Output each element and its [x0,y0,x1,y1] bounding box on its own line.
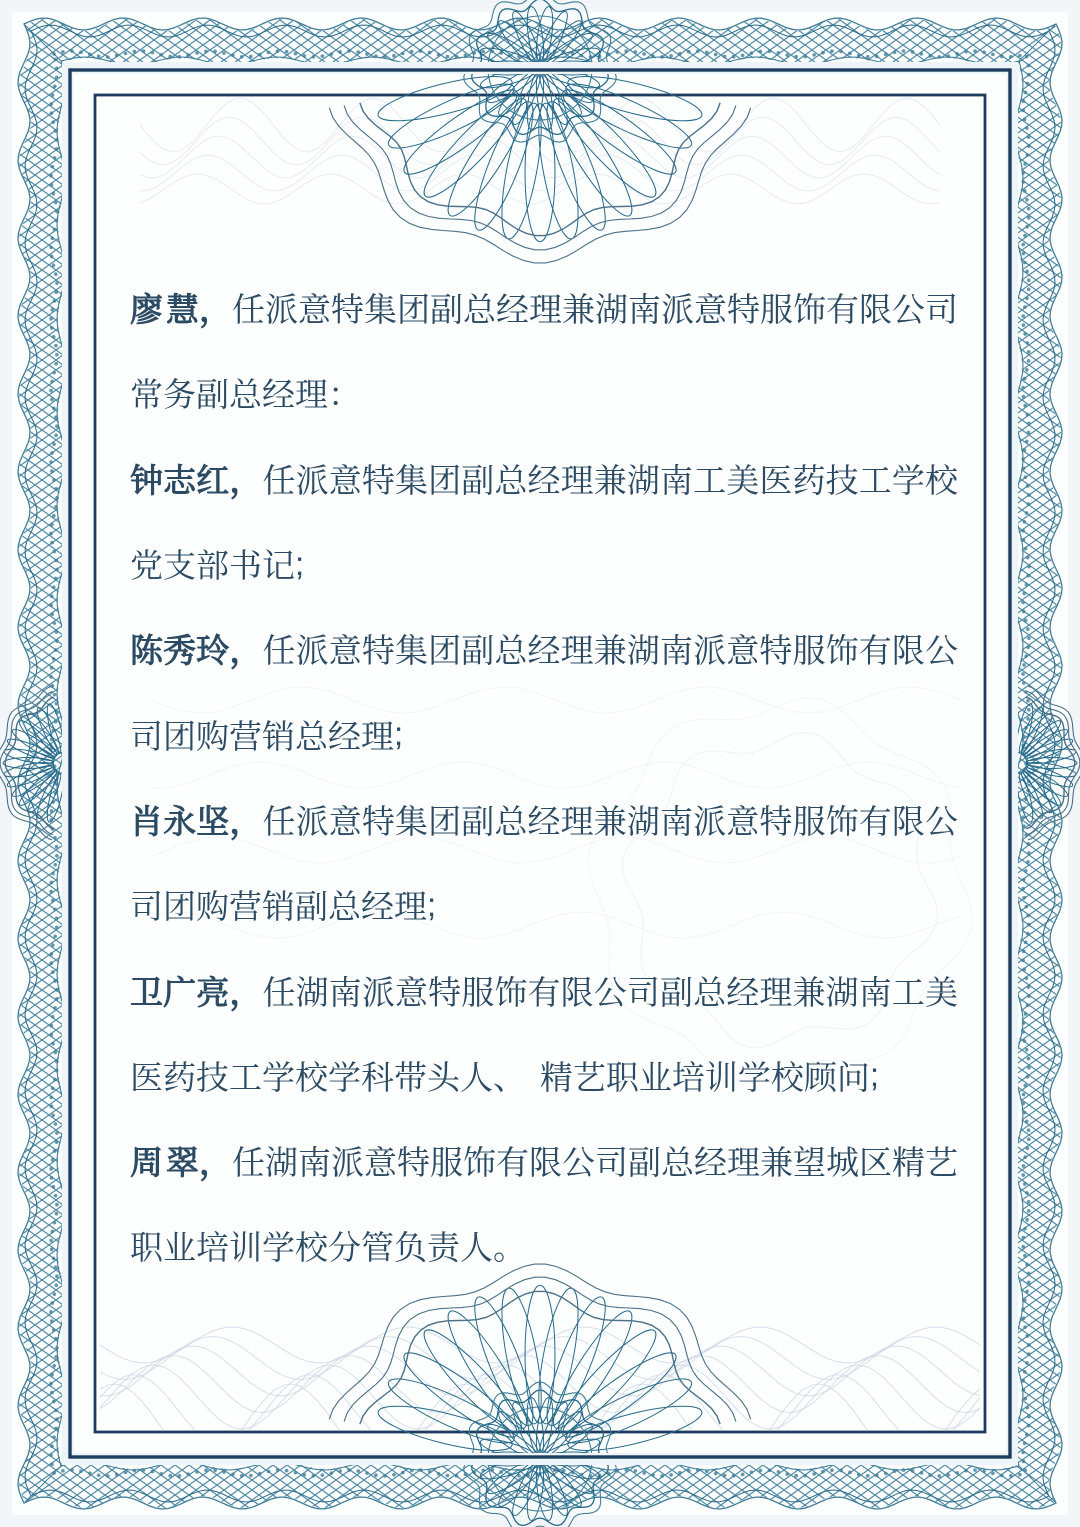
person-name-char: 卫 [130,973,163,1011]
body-char: ; [427,885,437,923]
body-char: 艺 [925,1144,958,1182]
body-char: 理 [529,291,562,329]
body-char: 副 [430,291,463,329]
body-char: 湖 [626,802,660,840]
body-char: 技 [196,1058,229,1096]
body-char: 支 [163,547,196,585]
body-char: ： [328,376,361,414]
person-name-char: ， [229,973,263,1011]
body-char: 限 [891,632,925,670]
text-line-12 [130,1203,958,1288]
body-char: 医 [130,1058,163,1096]
body-char: 集 [395,461,428,499]
body-char: 校 [295,1229,328,1267]
body-char: 学 [262,1058,295,1096]
person-name-char: ， [199,291,232,329]
body-char: 意 [694,291,727,329]
text-line-10 [130,1033,958,1118]
body-char: 经 [496,291,529,329]
body-char: 副 [461,802,495,840]
body-char: 副 [461,461,495,499]
body-char: 美 [925,973,958,1011]
person-name-char: ， [229,461,263,499]
person-name-char: 玲 [196,632,230,670]
body-char: 南 [660,802,693,840]
body-char: 任 [262,461,296,499]
body-char: 购 [196,717,229,755]
body-char: 有 [826,291,859,329]
body-char: 工 [891,973,925,1011]
body-char: 限 [529,1144,562,1182]
body-char: 有 [527,973,561,1011]
body-char: 校 [925,461,958,499]
body-char: 服 [792,802,826,840]
body-char: 学 [262,1229,295,1267]
body-char: 经 [328,717,361,755]
person-name-char: 永 [163,802,197,840]
body-char: 理 [295,376,328,414]
body-char: 湖 [595,291,628,329]
body-char: 学 [891,461,925,499]
body-char: 特 [397,1144,430,1182]
body-char: 南 [660,461,693,499]
body-char: 派 [295,802,329,840]
body-char: 望 [793,1144,826,1182]
body-char: 管 [361,1229,394,1267]
body-char: 经 [527,802,561,840]
body-char: 营 [229,888,262,926]
person-name-char: 志 [163,461,197,499]
body-char: 限 [891,802,925,840]
body-char: 任 [262,973,296,1011]
body-char: 集 [395,632,428,670]
body-char: 副 [628,1144,661,1182]
body-char: 校 [770,1058,804,1096]
body-char: 意 [395,973,428,1011]
person-name-char: 陈 [130,632,163,670]
body-char: 总 [494,461,528,499]
body-char: 团 [163,888,196,926]
body-char: 服 [792,632,826,670]
body-char: 培 [196,1229,229,1267]
text-line-1 [130,265,958,350]
body-char: 。 [493,1229,526,1267]
body-char: 理 [759,973,793,1011]
body-char: 派 [331,1144,364,1182]
body-char: 经 [726,973,760,1011]
body-char: 常 [130,376,163,414]
body-char: 湖 [626,461,660,499]
person-name-char: 红 [196,461,230,499]
body-char: 负 [394,1229,427,1267]
body-char: 意 [726,632,760,670]
body-char: 司 [626,973,660,1011]
body-char: 南 [858,973,892,1011]
text-line-6 [130,691,958,776]
text-line-8 [130,862,958,947]
body-char: 医 [759,461,793,499]
text-line-2 [130,350,958,435]
body-char: 学 [737,1058,771,1096]
person-name-char: 坚 [196,802,230,840]
body-char: 任 [262,802,296,840]
body-char: 总 [229,376,262,414]
body-char: 司 [595,1144,628,1182]
body-char: 服 [461,973,495,1011]
body-char: 服 [430,1144,463,1182]
body-char: 饰 [825,632,859,670]
body-char: 派 [265,291,298,329]
body-char: 司 [925,291,958,329]
body-char: 公 [593,973,627,1011]
body-char: 饰 [494,973,528,1011]
body-char: 派 [295,461,329,499]
body-char: 饰 [793,291,826,329]
text-line-5 [130,606,958,691]
body-char: 工 [229,1058,262,1096]
body-char: 湖 [295,973,329,1011]
person-name-char: ， [199,1144,232,1182]
body-char: 兼 [593,802,627,840]
body-char: 艺 [572,1058,606,1096]
body-char: 总 [494,632,528,670]
person-name-char: 秀 [163,632,197,670]
body-char: 经 [262,376,295,414]
body-char: 团 [428,461,462,499]
body-char: 任 [232,291,265,329]
body-char: 公 [925,632,958,670]
body-char: 特 [361,632,395,670]
body-char: 药 [163,1058,196,1096]
body-char: 饰 [825,802,859,840]
body-char: 学 [328,1058,361,1096]
body-char: 派 [693,802,727,840]
body-char: 技 [825,461,859,499]
body-char: 特 [331,291,364,329]
body-char: 头 [427,1058,460,1096]
body-char: 顾 [803,1058,837,1096]
body-char: 意 [364,1144,397,1182]
body-char: 书 [229,547,262,585]
text-line-4 [130,521,958,606]
body-char: 兼 [792,973,826,1011]
body-char: 工 [693,461,727,499]
body-char: 司 [130,717,163,755]
body-char: 湖 [626,632,660,670]
body-char: 意 [328,802,362,840]
body-char: 意 [328,461,362,499]
body-char: 饰 [463,1144,496,1182]
body-char: 意 [726,802,760,840]
text-line-11 [130,1118,958,1203]
body-char: 副 [461,632,495,670]
body-char: 党 [130,547,163,585]
body-char: 集 [395,802,428,840]
body-char: 职 [130,1229,163,1267]
body-char: 理 [361,717,394,755]
body-char: 精 [892,1144,925,1182]
body-char: 南 [328,973,362,1011]
body-char: 责 [427,1229,460,1267]
body-char: 训 [704,1058,738,1096]
body-char: 派 [361,973,395,1011]
body-char: 特 [361,802,395,840]
body-char: 意 [328,632,362,670]
body-char: 南 [628,291,661,329]
body-char: 团 [397,291,430,329]
body-char: 部 [196,547,229,585]
body-char: 总 [494,802,528,840]
body-char: 特 [361,461,395,499]
body-char: 务 [163,376,196,414]
body-char: 限 [859,291,892,329]
body-char: 湖 [825,973,859,1011]
body-char: ; [394,715,404,753]
body-char: 经 [527,461,561,499]
appointment-list [130,265,958,1289]
body-char: 兼 [593,632,627,670]
body-char: 限 [560,973,594,1011]
body-char: 总 [328,888,361,926]
body-char: 公 [562,1144,595,1182]
person-name-char: ， [229,632,263,670]
body-char: 任 [232,1144,265,1182]
body-char: 记 [262,547,295,585]
person-name-char: 慧 [166,291,199,329]
person-name-char: 亮 [196,973,230,1011]
body-char: 有 [858,632,892,670]
body-char: ; [295,544,305,582]
body-char: 理 [727,1144,760,1182]
body-char: 有 [496,1144,529,1182]
body-char: 理 [560,461,594,499]
body-char: 业 [163,1229,196,1267]
text-line-3 [130,436,958,521]
body-char: 特 [759,802,793,840]
body-char: 团 [428,802,462,840]
body-char: 理 [394,888,427,926]
body-char: 职 [605,1058,639,1096]
body-char: 副 [295,888,328,926]
person-name-char: 翠 [166,1144,199,1182]
body-char: 团 [163,717,196,755]
body-char: 总 [693,973,727,1011]
body-char: 经 [361,888,394,926]
body-char: 副 [196,376,229,414]
body-char: 兼 [760,1144,793,1182]
text-line-9 [130,947,958,1032]
body-char: 理 [560,632,594,670]
body-char: 任 [262,632,296,670]
body-char: 经 [527,632,561,670]
body-char: 服 [760,291,793,329]
body-char: 问 [836,1058,870,1096]
body-char: 药 [792,461,826,499]
body-char: 特 [428,973,462,1011]
body-char: 、 [493,1058,526,1096]
body-char: 销 [262,717,295,755]
person-name-char: 周 [130,1144,163,1182]
body-char: 总 [661,1144,694,1182]
body-char: 意 [298,291,331,329]
body-char: 人 [460,1058,493,1096]
body-char: 公 [925,802,958,840]
body-char: 城 [826,1144,859,1182]
body-char: 派 [661,291,694,329]
body-char: 特 [759,632,793,670]
text-line-7 [130,777,958,862]
body-char: 南 [660,632,693,670]
body-char: 人 [460,1229,493,1267]
person-name-char: 肖 [130,802,163,840]
body-char: 营 [229,717,262,755]
body-char: 业 [638,1058,672,1096]
body-char: 带 [394,1058,427,1096]
body-char: 精 [539,1058,573,1096]
body-char: 训 [229,1229,262,1267]
body-char: 培 [671,1058,705,1096]
body-char: 总 [463,291,496,329]
body-char: 副 [660,973,693,1011]
body-char: 区 [859,1144,892,1182]
person-name-char: ， [229,802,263,840]
body-char: 兼 [562,291,595,329]
person-name-char: 广 [163,973,197,1011]
body-char: 团 [428,632,462,670]
body-char: 理 [560,802,594,840]
body-char: 湖 [265,1144,298,1182]
body-char: 总 [295,717,328,755]
body-char: 购 [196,888,229,926]
body-char: 司 [130,888,163,926]
body-char: 集 [364,291,397,329]
body-char: 派 [295,632,329,670]
body-char: 兼 [593,461,627,499]
body-char: 特 [727,291,760,329]
body-char: 科 [361,1058,394,1096]
person-name-char: 钟 [130,461,163,499]
body-char: 派 [693,632,727,670]
body-char: 分 [328,1229,361,1267]
person-name-char: 廖 [130,291,163,329]
body-char: 工 [858,461,892,499]
body-char: 经 [694,1144,727,1182]
body-char: 销 [262,888,295,926]
body-char: 美 [726,461,760,499]
body-char: 校 [295,1058,328,1096]
body-char: 有 [858,802,892,840]
body-char: 公 [892,291,925,329]
body-char: 南 [298,1144,331,1182]
body-char: ; [869,1056,880,1094]
